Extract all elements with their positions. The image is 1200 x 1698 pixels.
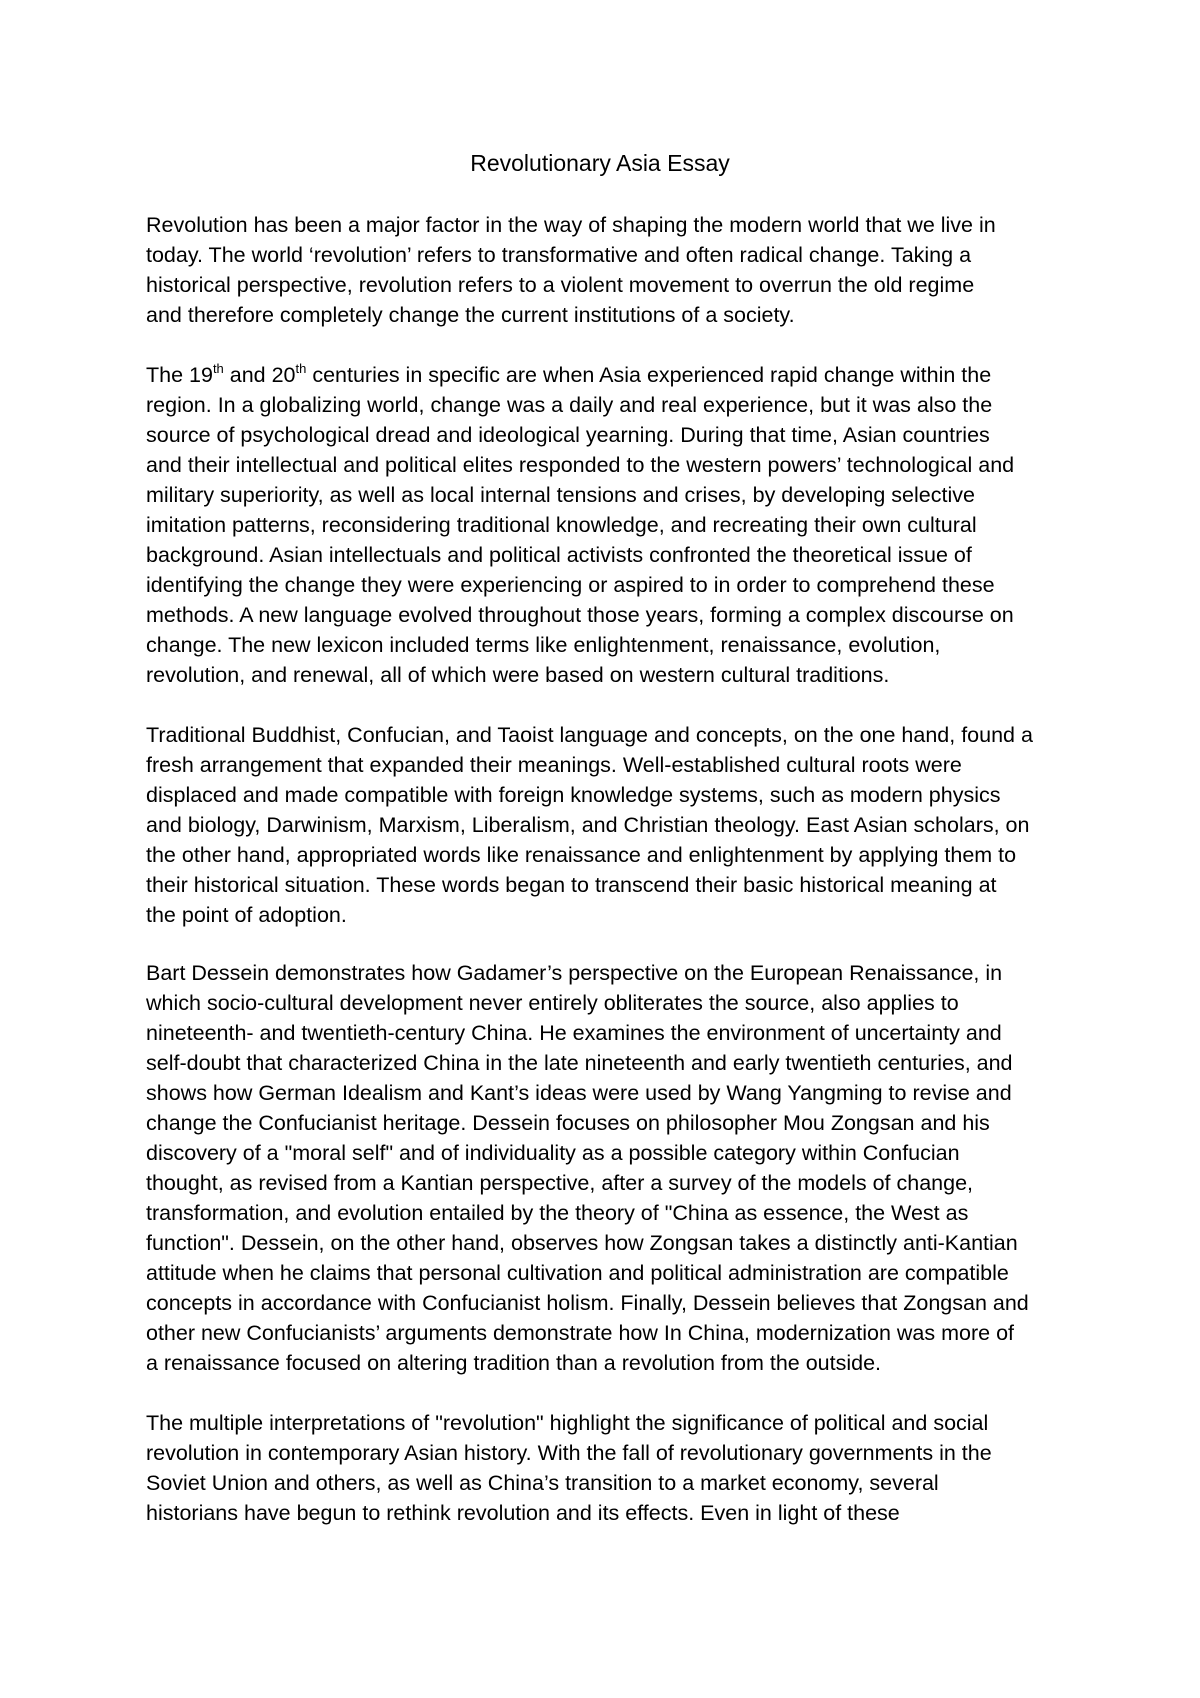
paragraph-1-line-2: today. The world ‘revolution’ refers to transformative and often radical change. Taking a	[146, 243, 972, 267]
paragraph-3-line-3: displaced and made compatible with foreign knowledge systems, such as modern physics	[146, 783, 1001, 807]
page-title: Revolutionary Asia Essay	[470, 150, 730, 176]
paragraph-2-line-4: and their intellectual and political elites responded to the western powers’ technological and	[146, 453, 1015, 477]
paragraph-4-line-3: nineteenth- and twentieth-century China. He examines the environment of uncertainty and	[146, 1021, 1002, 1045]
paragraph-4-line-7: discovery of a "moral self" and of individuality as a possible category within Confucian	[146, 1141, 960, 1165]
paragraph-3-line-5: the other hand, appropriated words like renaissance and enlightenment by applying them to	[146, 843, 1017, 867]
paragraph-4-line-11: attitude when he claims that personal cultivation and political administration are compatible	[146, 1261, 1009, 1285]
paragraph-1-line-3: historical perspective, revolution refers to a violent movement to overrun the old regime	[146, 273, 975, 297]
paragraph-2-line-6: imitation patterns, reconsidering traditional knowledge, and recreating their own cultural	[146, 513, 977, 537]
text-run: and 20	[223, 363, 296, 387]
paragraph-3-line-4: and biology, Darwinism, Marxism, Liberalism, and Christian theology. East Asian scholars, on	[146, 813, 1030, 837]
paragraph-3-line-6: their historical situation. These words began to transcend their basic historical meaning at	[146, 873, 997, 897]
paragraph-2-line-1	[146, 360, 991, 390]
paragraph-2-line-3: source of psychological dread and ideological yearning. During that time, Asian countries	[146, 423, 990, 447]
paragraph-4-line-13: other new Confucianists’ arguments demonstrate how In China, modernization was more of	[146, 1321, 1014, 1345]
superscript-ordinal: th	[295, 361, 307, 376]
paragraph-2-line-8: identifying the change they were experiencing or aspired to in order to comprehend these	[146, 573, 995, 597]
paragraph-2-line-5: military superiority, as well as local internal tensions and crises, by developing selective	[146, 483, 975, 507]
text-run: The 19	[146, 363, 213, 387]
paragraph-4-line-1: Bart Dessein demonstrates how Gadamer’s perspective on the European Renaissance, in	[146, 961, 1003, 985]
paragraph-5-line-3: Soviet Union and others, as well as China’s transition to a market economy, several	[146, 1471, 939, 1495]
paragraph-4-line-4: self-doubt that characterized China in the late nineteenth and early twentieth centuries, and	[146, 1051, 1013, 1075]
paragraph-4-line-12: concepts in accordance with Confucianist holism. Finally, Dessein believes that Zongsan and	[146, 1291, 1029, 1315]
text-run: centuries in specific are when Asia experienced rapid change within the	[306, 363, 992, 387]
paragraph-4-line-9: transformation, and evolution entailed by the theory of "China as essence, the West as	[146, 1201, 969, 1225]
paragraph-3-line-2: fresh arrangement that expanded their meanings. Well-established cultural roots were	[146, 753, 962, 777]
paragraph-4-line-2: which socio-cultural development never entirely obliterates the source, also applies to	[146, 991, 959, 1015]
paragraph-2-line-2: region. In a globalizing world, change was a daily and real experience, but it was also the	[146, 393, 993, 417]
paragraph-5-line-1: The multiple interpretations of "revolution" highlight the significance of political and social	[146, 1411, 989, 1435]
paragraph-5-line-2: revolution in contemporary Asian history. With the fall of revolutionary governments in the	[146, 1441, 992, 1465]
superscript-ordinal: th	[212, 361, 224, 376]
paragraph-2-line-9: methods. A new language evolved throughout those years, forming a complex discourse on	[146, 603, 1014, 627]
paragraph-2-line-10: change. The new lexicon included terms like enlightenment, renaissance, evolution,	[146, 633, 941, 657]
paragraph-3-line-7: the point of adoption.	[146, 903, 347, 927]
paragraph-4-line-8: thought, as revised from a Kantian perspective, after a survey of the models of change,	[146, 1171, 974, 1195]
paragraph-2-line-7: background. Asian intellectuals and political activists confronted the theoretical issue of	[146, 543, 972, 567]
paragraph-3-line-1: Traditional Buddhist, Confucian, and Taoist language and concepts, on the one hand, found a	[146, 723, 1033, 747]
paragraph-4-line-10: function". Dessein, on the other hand, observes how Zongsan takes a distinctly anti-Kantian	[146, 1231, 1018, 1255]
paragraph-4-line-6: change the Confucianist heritage. Dessein focuses on philosopher Mou Zongsan and his	[146, 1111, 990, 1135]
paragraph-1-line-1: Revolution has been a major factor in the way of shaping the modern world that we live in	[146, 213, 996, 237]
paragraph-1-line-4: and therefore completely change the current institutions of a society.	[146, 303, 795, 327]
paragraph-2-line-11: revolution, and renewal, all of which were based on western cultural traditions.	[146, 663, 890, 687]
paragraph-5-line-4: historians have begun to rethink revolution and its effects. Even in light of these	[146, 1501, 900, 1525]
paragraph-4-line-5: shows how German Idealism and Kant’s ideas were used by Wang Yangming to revise and	[146, 1081, 1012, 1105]
paragraph-4-line-14: a renaissance focused on altering tradition than a revolution from the outside.	[146, 1351, 882, 1375]
